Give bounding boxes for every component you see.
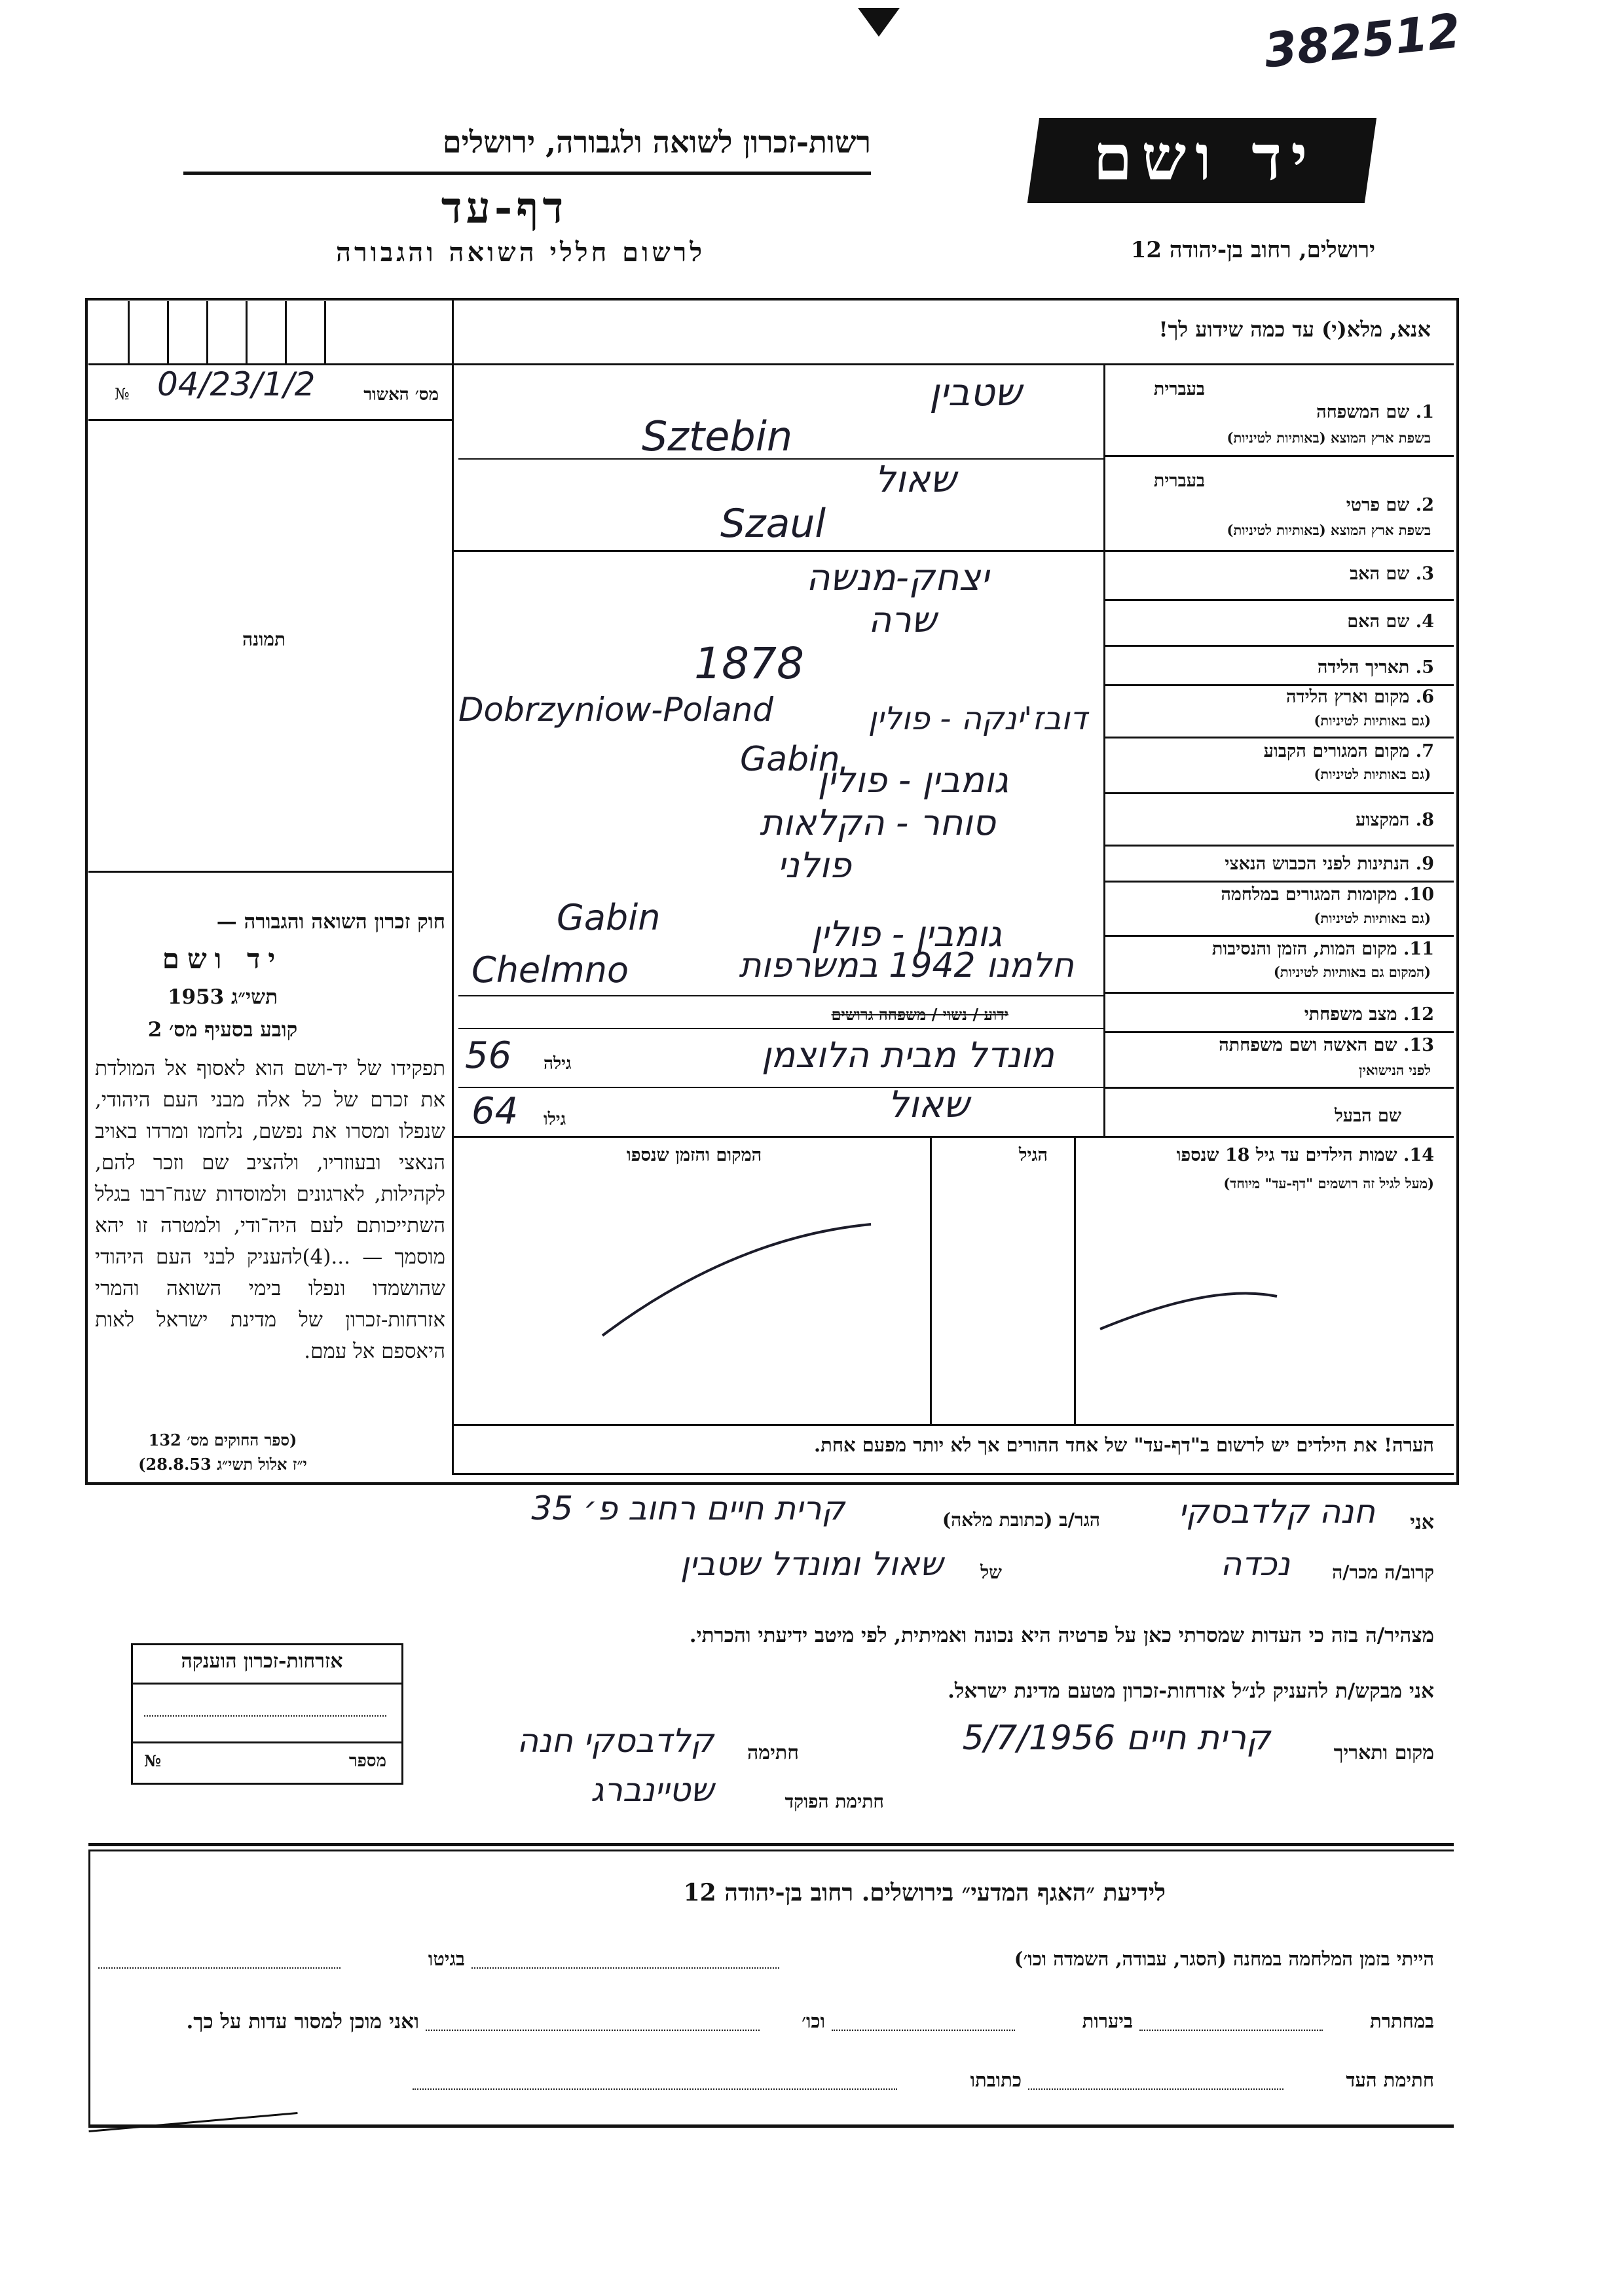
field-1-value: שטבין: [929, 370, 1022, 414]
citizenship-no: №: [144, 1751, 162, 1770]
strike-stroke: [602, 1224, 871, 1336]
row-sep: [1103, 737, 1454, 738]
field-8-text: המקצוע: [1356, 810, 1410, 830]
photo-label: תמונה: [242, 629, 286, 650]
field-11-sub: (המקום גם באותיות לטיניות): [1273, 964, 1431, 980]
hebrew-tag-2: בעברית: [1153, 471, 1205, 491]
row-sep: [1103, 599, 1454, 601]
field-12-label: [1113, 1005, 1434, 1025]
field-3-label: [1113, 564, 1434, 584]
footer-line2-a: במחתרת: [1370, 2010, 1434, 2032]
footer-blank: [426, 2030, 760, 2031]
citizenship-dotted: [144, 1715, 386, 1717]
field-3-num: 3.: [1415, 564, 1434, 584]
decl-relation: נכדה: [1220, 1545, 1290, 1583]
corner-mark: [858, 8, 900, 37]
decl-signature: קלדבסקי חנה: [517, 1722, 714, 1760]
tick: [285, 301, 287, 363]
field-7-value: גומבין - פולין: [817, 759, 1008, 801]
field-10-label: [1113, 885, 1434, 905]
field-2-label: [1113, 496, 1434, 515]
field-5-num: 5.: [1415, 657, 1434, 678]
field-9-num: 9.: [1415, 854, 1434, 874]
law-text: תפקידו של יד-ושם הוא לאסוף אל המולדת את זכרם של כל אלה מבני העם היהודי, שנפלו ומסרו את נפשם, נלחמו ומרדו באויב הנאצי ובעוזריו, ולהציב שם וזכר להם, לקהילות, לארגונים ולמוסדות שנח־רבו בגלל השתייכותם לעם היה־ודי, ולמטרה זו יהא מוסמך — ...(4)להעניק לבני העם היהודי שהושמדו ונפלו בימי השואה והמרי אזרחות-זכרון של מדינת ישראל לאות היאספם אל עמם.: [95, 1057, 445, 1364]
field-1-num: 1.: [1415, 402, 1434, 422]
decl-address: קרית חיים רחוב פ׳ 35: [531, 1489, 845, 1527]
field-8-num: 8.: [1415, 810, 1434, 830]
value-line: [458, 995, 1103, 996]
field-2-num: 2.: [1415, 495, 1434, 515]
field-4-value: שרה: [868, 599, 936, 640]
field-5-value: 1878: [694, 638, 804, 689]
row-sep: [452, 550, 1454, 552]
field-6-label: [1113, 687, 1434, 707]
field-6-sub: (גם באותיות לטיניות): [1314, 712, 1431, 729]
field-11-num: 11.: [1403, 939, 1434, 959]
field-6-text: מקום וארץ הלידה: [1286, 687, 1410, 707]
field-6-value-latin: Dobrzyniow-Poland: [458, 691, 774, 729]
decl-i-label: אני: [1410, 1511, 1434, 1534]
photo-bottom-line: [88, 871, 452, 873]
field-7-label: [1113, 742, 1434, 761]
footer-bottom-mark: [88, 2112, 297, 2132]
field-10-value-latin: Gabin: [557, 897, 661, 938]
field-2-value-latin: Szaul: [720, 501, 826, 547]
children-sub: (מעל לגיל זה רושמים "דף-עד" מיוחד): [1223, 1175, 1434, 1192]
row-sep: [1103, 935, 1454, 937]
citizenship-number-label: מספר: [348, 1751, 386, 1771]
field-10-text: מקומות המגורים במלחמה: [1221, 884, 1397, 905]
field-1-value-latin: Sztebin: [642, 412, 793, 460]
decl-of-value: שאול ומונדל שטבין: [680, 1545, 943, 1583]
law-year: תשי״ג 1953: [167, 985, 278, 1009]
field-1-label: [1113, 403, 1434, 422]
footer-line2-b: ביערות: [1082, 2010, 1133, 2032]
decl-request: אני מבקש/ת להעניק לנ״ל אזרחות-זכרון מטעם מדינת ישראל.: [948, 1679, 1434, 1703]
approval-number: 04/23/1/2: [157, 365, 316, 403]
law-ref-2: י״ז אלול תשי״ג 28.8.53): [138, 1455, 307, 1474]
row-sep: [1103, 1031, 1454, 1033]
field-11-value: חלמנו 1942 במשרפות: [739, 946, 1074, 985]
wife-age-value: 56: [465, 1034, 512, 1077]
remark-line: [452, 1473, 1454, 1475]
row-sep: [1103, 684, 1454, 686]
label-divider: [1103, 363, 1105, 1136]
field-7-value-latin: Gabin: [740, 740, 840, 779]
decl-of-label: של: [980, 1561, 1002, 1583]
field-1-text: שם המשפחה: [1316, 402, 1410, 422]
tick: [206, 301, 208, 363]
field-13-label: [1113, 1036, 1434, 1055]
field-3-text: שם האב: [1350, 564, 1410, 584]
tick: [246, 301, 248, 363]
tick: [167, 301, 169, 363]
archive-stamp-number: 382512: [1261, 3, 1464, 79]
field-7-num: 7.: [1415, 741, 1434, 761]
field-11-text: מקום המות, הזמן והנסיבות: [1211, 939, 1397, 959]
decl-name: חנה קלדבסקי: [1178, 1493, 1375, 1531]
footer-line1-b: בגיטו: [428, 1948, 465, 1970]
footer-blank: [1028, 2088, 1283, 2090]
decl-relative-label: קרוב/ה מכר/ה: [1332, 1561, 1434, 1583]
logo-text: יד ושם: [1093, 120, 1317, 194]
field-13-value: מונדל מבית הלוצמן: [761, 1034, 1054, 1076]
footer-top-line: [88, 1843, 1454, 1846]
footer-left-edge: [88, 1850, 90, 2124]
tick: [128, 301, 130, 363]
decl-signature-label: חתימה: [747, 1741, 799, 1764]
field-6-value: דובז'ינקה - פולין: [868, 701, 1087, 737]
citizenship-title: אזרחות-זכרון הוענקה: [181, 1650, 343, 1673]
field-4-label: [1113, 612, 1434, 632]
field-2-text: שם פרטי: [1346, 495, 1410, 515]
field-4-text: שם האם: [1347, 611, 1410, 632]
children-text: שמות הילדים עד גיל 18 שנספו: [1176, 1145, 1397, 1165]
field-10-value: גומבין - פולין: [811, 913, 1002, 955]
footer-blank: [413, 2088, 897, 2090]
footer-top-line-2: [88, 1850, 1454, 1851]
header-address: ירושלים, רחוב בן-יהודה 12: [1130, 237, 1375, 263]
footer-line2-c: וכו׳: [802, 2010, 825, 2032]
authority-title: רשות-זכרון לשואה ולגבורה, ירושלים: [442, 124, 871, 160]
approval-label: מס׳ האשור: [363, 385, 439, 405]
children-num: 14.: [1403, 1145, 1434, 1165]
field-4-num: 4.: [1415, 611, 1434, 632]
field-9-text: הנתינות לפני הכבוש הנאצי: [1225, 854, 1410, 874]
husband-label: שם הבעל: [1335, 1106, 1401, 1126]
instruction-line: [452, 363, 1454, 365]
footer-blank: [98, 1967, 341, 1969]
decl-statement: מצהיר/ה בזה כי העדות שמסרתי כאן על פרטיה היא נכונה ואמיתית, לפי מיטב ידיעתי והכרתי.: [689, 1624, 1434, 1647]
law-logo: יד ושם: [162, 943, 284, 975]
husband-age-value: 64: [471, 1090, 519, 1133]
law-clause: קובע בסעיף מס׳ 2: [147, 1018, 298, 1042]
instruction-text: אנא, מלא(י) עד כמה שידוע לך!: [1158, 317, 1431, 342]
field-13-num: 13.: [1403, 1035, 1434, 1055]
row-sep: [1103, 455, 1454, 457]
field-12-value: ידוע / נשוי / משפחה גרושים: [831, 1005, 1008, 1024]
field-6-num: 6.: [1415, 687, 1434, 707]
approval-no-sign: №: [115, 385, 130, 403]
approval-bottom-line: [88, 419, 452, 421]
field-7-sub: (גם באותיות לטיניות): [1314, 766, 1431, 782]
footer-blank: [471, 1967, 779, 1969]
field-8-value: סוחר - הקלאות: [760, 802, 995, 843]
footer-bottom-line: [88, 2124, 1454, 2128]
field-12-num: 12.: [1403, 1004, 1434, 1025]
footer-line2-d: ואני מוכן למסור עדות על כך.: [186, 2010, 419, 2033]
field-12-text: מצב משפחתי: [1304, 1004, 1397, 1025]
row-sep: [1103, 1087, 1454, 1089]
field-10-num: 10.: [1403, 884, 1434, 905]
field-5-text: תאריך הלידה: [1317, 657, 1410, 678]
citizenship-title-line: [131, 1683, 403, 1685]
decl-clerk-signature: שטיינברג: [591, 1771, 714, 1809]
decl-place-date-label: מקום ותאריך: [1333, 1741, 1434, 1764]
citizenship-number-line: [131, 1741, 403, 1743]
authority-underline: [183, 172, 871, 175]
row-sep: [1103, 645, 1454, 647]
field-11-value-latin: Chelmno: [471, 949, 629, 991]
row-sep: [1103, 845, 1454, 847]
decl-clerk-label: חתימת הפוקד: [784, 1791, 884, 1812]
field-13-text: שם האשה ושם משפחתה: [1219, 1035, 1397, 1055]
children-place-header: המקום והזמן שנספו: [626, 1145, 762, 1165]
footer-blank: [1139, 2030, 1323, 2031]
field-3-value: יצחק-מנשה: [806, 556, 989, 599]
field-8-label: [1113, 811, 1434, 830]
field-9-value: פולני: [777, 845, 851, 886]
children-strike-marks: [452, 1139, 1454, 1427]
decl-address-label: הגר/ב (כתובת מלאה): [942, 1509, 1100, 1531]
field-11-label: [1113, 939, 1434, 959]
row-sep: [1103, 792, 1454, 794]
strike-stroke: [1100, 1294, 1277, 1329]
footer-line3-b: כתובתו: [970, 2069, 1022, 2091]
remark-text: הערה! את הילדים יש לרשום ב"דף-עד" של אחד ההורים אך לא יותר מפעם אחת.: [814, 1434, 1434, 1456]
field-2-value: שאול: [874, 458, 956, 501]
field-7-text: מקום המגורים הקבוע: [1263, 741, 1410, 761]
children-age-header: הגיל: [1018, 1145, 1048, 1165]
field-9-label: [1113, 854, 1434, 874]
field-1-sub: בשפת ארץ המוצא (באותיות לטיניות): [1227, 429, 1431, 446]
field-2-sub: בשפת ארץ המוצא (באותיות לטיניות): [1227, 522, 1431, 538]
wife-age-label: גילה: [544, 1054, 572, 1074]
row-sep: [452, 1136, 1454, 1138]
law-ref-1: (ספר החוקים מס׳ 132: [148, 1430, 297, 1449]
footer-blank: [832, 2030, 1015, 2031]
field-5-label: [1113, 658, 1434, 678]
form-subtitle: לרשום חללי השואה והגבורה: [335, 237, 706, 268]
hebrew-tag-1: בעברית: [1153, 379, 1205, 399]
law-title: חוק זכרון השואה והגבורה —: [216, 910, 445, 934]
tick: [324, 301, 326, 363]
field-10-sub: (גם באותיות לטיניות): [1314, 910, 1431, 926]
footer-line3-a: חתימת העד: [1346, 2069, 1434, 2091]
value-line: [458, 1028, 1103, 1029]
husband-age-label: גילו: [544, 1110, 566, 1129]
husband-value: שאול: [887, 1084, 969, 1126]
row-sep: [1103, 881, 1454, 883]
field-13-sub: לפני הנישואין: [1359, 1062, 1431, 1078]
decl-place-date: קרית חיים 5/7/1956: [962, 1719, 1270, 1758]
row-sep: [1103, 992, 1454, 994]
footer-line1-a: הייתי בזמן המלחמה במחנה (הסגר, עבודה, השמדה וכו׳): [1014, 1948, 1434, 1970]
footer-title: לידיעת ״האגף המדעי״ בירושלים. רחוב בן-יהודה 12: [683, 1879, 1166, 1906]
form-title: דף-עד: [441, 182, 568, 233]
